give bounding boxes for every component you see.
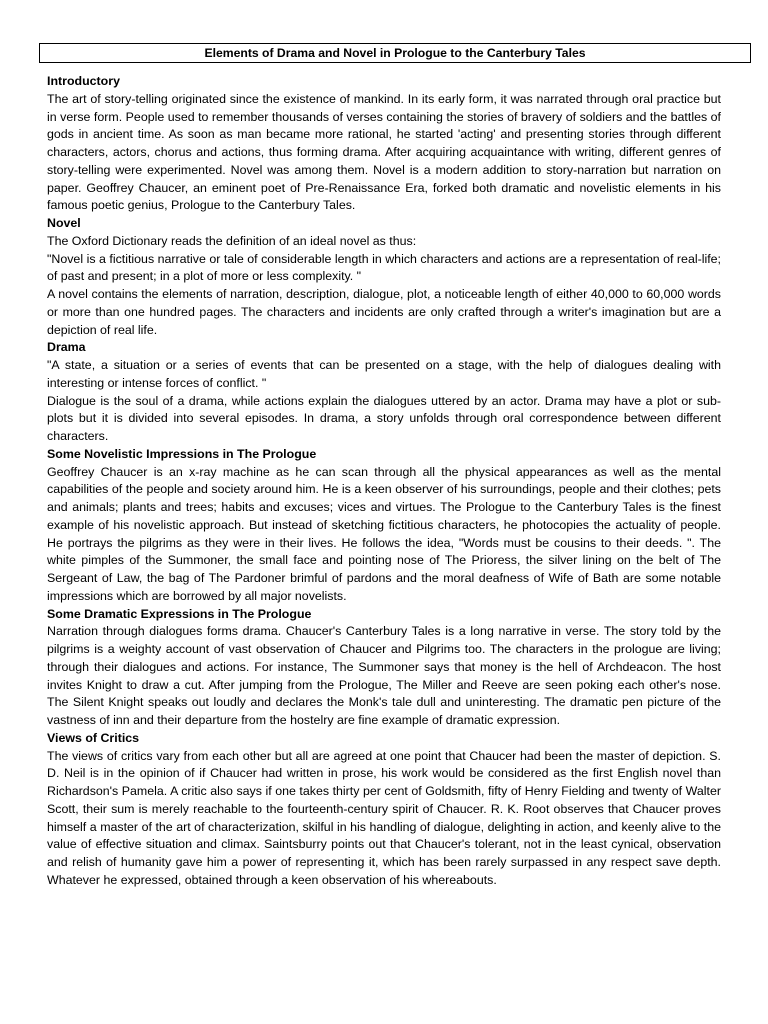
paragraph: The Oxford Dictionary reads the definition of an ideal novel as thus: bbox=[47, 233, 417, 248]
section-heading-novel: Novel bbox=[47, 216, 81, 230]
quote-paragraph: "A state, a situation or a series of events that can be presented on a stage, with the help of dialogues dealing with interesting or intense forces of conflict. " bbox=[47, 358, 721, 390]
section-heading-introductory: Introductory bbox=[47, 74, 120, 88]
paragraph: Narration through dialogues forms drama. Chaucer's Canterbury Tales is a long narrative in verse. The story told by the pilgrims is a weighty account of vast observation of Chaucer and Pilgrims too. The characters in the prologue are living; through their dialogues and actions. For instance, The Summoner says that money is the hell of Archdeacon. The host invites Knight to draw a cut. After jumping from the Prologue, The Miller and Reeve are seen poking each other's nose. The Silent Knight speaks out loudly and declares the Monk's tale dull and uninteresting. The dramatic pen picture of the vastness of inn and their departure from the hostelry are fine example of dramatic expression. bbox=[47, 624, 721, 727]
section-heading-views-of-critics: Views of Critics bbox=[47, 730, 140, 745]
section-heading-drama: Drama bbox=[47, 340, 86, 355]
paragraph: The views of critics vary from each other but all are agreed at one point that Chaucer had been the master of depiction. S. D. Neil is in the opinion of if Chaucer had written in prose, his work would be considered as the first English novel than Richardson's Pamela. A critic also says if one takes thirty per cent of Goldsmith, fifty of Henry Fielding and twenty of Walter Scott, their sum is merely reachable to the fourteenth-century spirit of Chaucer. R. K. Root observes that Chaucer proves himself a master of the art of characterization, skilful in his handling of dialogue, delighting in action, and keenly alive to the value of effective situation and climax. Saintsburry points out that Chaucer's tolerant, not in the least cynical, observation and relish of humanity gave him a power of representing it, which has been rarely surpassed in any respect save depth. Whatever he expressed, obtained through a keen observation of his whereabouts. bbox=[47, 748, 721, 887]
paragraph: A novel contains the elements of narration, description, dialogue, plot, a noticeable length of either 40,000 to 60,000 words or more than one hundred pages. The characters and incidents are only crafted through a writer's imagination but are a depiction of real life. bbox=[47, 287, 721, 337]
paragraph: Dialogue is the soul of a drama, while actions explain the dialogues uttered by an actor. Drama may have a plot or sub-plots but it is divided into several episodes. In drama, a story unfolds through oral correspondence between different characters. bbox=[47, 393, 721, 443]
document-body bbox=[47, 73, 721, 890]
section-heading-novelistic-impressions: Some Novelistic Impressions in The Prologue bbox=[47, 446, 317, 461]
paragraph: The art of story-telling originated since the existence of mankind. In its early form, it was narrated through oral practice but in verse form. People used to remember thousands of verses containing the stories of bravery of soldiers and the battles of gods in ancient time. As soon as man became more rational, he started 'acting' and presenting stories through different characters, actors, chorus and actions, thus forming drama. After acquiring acquaintance with writing, different genres of story-telling were experimented. Novel was among them. Novel is a modern addition to story-narration but narration on paper. Geoffrey Chaucer, an eminent poet of Pre-Renaissance Era, forked both dramatic and novelistic elements in his famous poetic genius, Prologue to the Canterbury Tales. bbox=[47, 91, 721, 213]
paragraph: Geoffrey Chaucer is an x-ray machine as he can scan through all the physical appearances as well as the mental capabilities of the people and society around him. He is a keen observer of his surroundings, people and their clothes; pets and animals; plants and trees; habits and excuses; vices and virtues. The Prologue to the Canterbury Tales is the finest example of his novelistic approach. But instead of sketching fictitious characters, he photocopies the actuality of people. He portrays the pilgrims as they were in their lives. He follows the idea, "Words must be cousins to their deeds. ". The white pimples of the Summoner, the small face and pointing nose of The Prioress, the silver lining on the belt of The Sergeant of Law, the bag of The Pardoner brimful of pardons and the moral deafness of Wife of Bath are some notable impressions which are borrowed by all major novelists. bbox=[47, 464, 721, 603]
section-heading-dramatic-expressions: Some Dramatic Expressions in The Prologue bbox=[47, 606, 312, 621]
quote-paragraph: "Novel is a fictitious narrative or tale of considerable length in which characters and actions are a representation of real-life; of past and present; in a plot of more or less complexity. " bbox=[47, 251, 721, 284]
document-title: Elements of Drama and Novel in Prologue to the Canterbury Tales bbox=[39, 43, 751, 63]
